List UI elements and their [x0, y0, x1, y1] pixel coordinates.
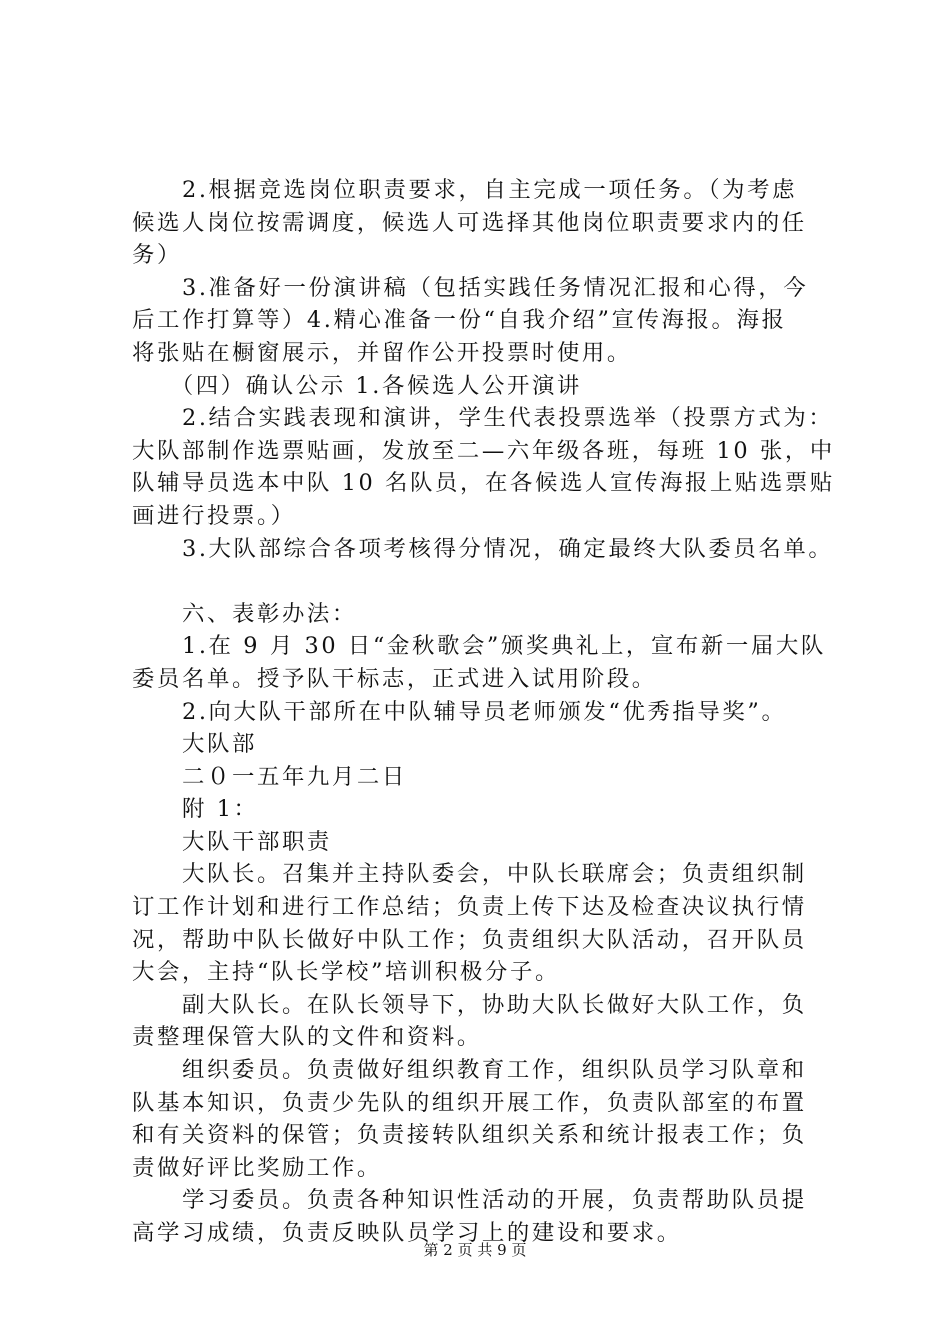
text-line: 高学习成绩，负责反映队员学习上的建设和要求。	[132, 1220, 682, 1246]
page-footer: 第 2 页 共 9 页	[423, 1241, 527, 1259]
text-line: 组织委员。负责做好组织教育工作，组织队员学习队章和	[132, 1057, 807, 1084]
text-line: 责做好评比奖励工作。	[132, 1154, 382, 1181]
text-line: 2.向大队干部所在中队辅导员老师颁发“优秀指导奖”。	[132, 698, 787, 725]
text-line: 和有关资料的保管；负责接转队组织关系和统计报表工作；负	[132, 1122, 807, 1149]
document-body	[132, 174, 844, 1250]
text-line: 委员名单。授予队干标志，正式进入试用阶段。	[132, 665, 657, 692]
blank-line	[132, 565, 844, 598]
text-line: 2.结合实践表现和演讲，学生代表投票选举（投票方式为：	[132, 405, 834, 432]
text-line: 3.准备好一份演讲稿（包括实践任务情况汇报和心得，今	[132, 274, 809, 301]
text-line: 大队干部职责	[132, 828, 332, 855]
text-line: （四）确认公示 1.各候选人公开演讲	[132, 372, 582, 399]
text-line: 画进行投票。）	[132, 502, 296, 529]
text-line: 订工作计划和进行工作总结；负责上传下达及检查决议执行情	[132, 894, 807, 921]
text-line: 3.大队部综合各项考核得分情况，确定最终大队委员名单。	[132, 535, 834, 562]
text-line: 候选人岗位按需调度，候选人可选择其他岗位职责要求内的任	[132, 209, 807, 236]
text-line: 大队部	[132, 731, 257, 758]
text-line: 附 1：	[132, 796, 259, 823]
text-line: 2.根据竞选岗位职责要求，自主完成一项任务。（为考虑	[132, 177, 798, 203]
text-line: 况，帮助中队长做好中队工作；负责组织大队活动，召开队员	[132, 926, 807, 953]
text-line: 大队长。召集并主持队委会，中队长联席会；负责组织制	[132, 861, 807, 888]
text-line: 务）	[132, 242, 182, 269]
text-line: 后工作打算等）4.精心准备一份“自我介绍”宣传海报。海报	[132, 307, 787, 334]
text-line: 大队部制作选票贴画，发放至二—六年级各班，每班 10 张，中	[132, 437, 835, 464]
text-line: 副大队长。在队长领导下，协助大队长做好大队工作，负	[132, 991, 807, 1018]
text-line: 队辅导员选本中队 10 名队员，在各候选人宣传海报上贴选票贴	[132, 470, 835, 497]
text-line: 1.在 9 月 30 日“金秋歌会”颁奖典礼上，宣布新一届大队	[132, 633, 826, 660]
text-line: 大会，主持“队长学校”培训积极分子。	[132, 959, 560, 986]
text-line: 六、表彰办法：	[132, 600, 357, 627]
text-line: 学习委员。负责各种知识性活动的开展，负责帮助队员提	[132, 1187, 807, 1214]
text-line: 二０一五年九月二日	[132, 763, 407, 790]
text-line: 队基本知识，负责少先队的组织开展工作，负责队部室的布置	[132, 1089, 807, 1116]
text-line: 将张贴在橱窗展示，并留作公开投票时使用。	[132, 339, 632, 366]
text-line: 责整理保管大队的文件和资料。	[132, 1024, 482, 1051]
